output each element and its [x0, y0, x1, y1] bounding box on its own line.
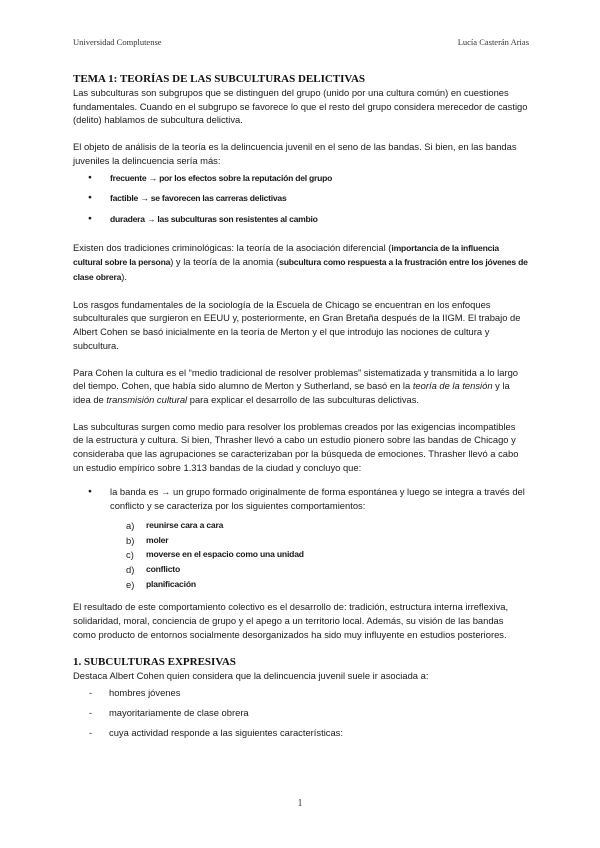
page-number: 1 — [297, 798, 303, 809]
list-item: c) moverse en el espacio como una unidad — [126, 549, 304, 561]
list-item: ● factible → se favorecen las carreras delictivas — [73, 191, 528, 206]
paragraph-cohen: Destaca Albert Cohen quien considera que la delincuencia juvenil suele ir asociada a: — [73, 669, 429, 681]
list-item: ● la banda es → un grupo formado originalmente de forma espontánea y luego se integra a través del conflicto y se caracteriza por los siguientes comportamientos: — [73, 485, 528, 512]
list-item: ● frecuente → por los efectos sobre la reputación del grupo — [73, 171, 528, 186]
list-item: d) conflicto — [126, 563, 181, 575]
document-title: TEMA 1: TEORÍAS DE LAS SUBCULTURAS DELICTIVAS — [73, 73, 365, 85]
list-item: a) reunirse cara a cara — [126, 519, 224, 531]
list-item: - mayoritariamente de clase obrera — [73, 706, 528, 720]
list-item: - cuya actividad responde a las siguientes características: — [73, 726, 528, 740]
paragraph-thrasher: Las subculturas surgen como medio para resolver los problemas creados por las exigencias incompatibles de la estructura y cultura. Si bien, Thrasher llevó a cabo un estudio pionero sobre las bandas de Chicago y consideraba que las agrupaciones se caracterizaban por la búsqueda de emociones. Thrasher llevó a cabo un estudio empírico sobre 1.313 bandas de la ciudad y concluyo que: — [73, 420, 519, 473]
paragraph-traditions: Existen dos tradiciones criminológicas: la teoría de la asociación diferencial (importancia de la influencia cultural sobre la persona) y la teoría de la anomia (subcultura como respuesta a la frustración entre los jóvenes de clase obrera). — [73, 241, 528, 283]
page-header — [73, 37, 529, 47]
list-item: - hombres jóvenes — [73, 686, 528, 700]
list-item: e) planificación — [126, 578, 196, 590]
bullet-list-gang — [73, 485, 528, 512]
dash-list — [73, 686, 528, 739]
paragraph-intro: Las subculturas son subgrupos que se distinguen del grupo (unido por una cultura común) en cuestiones fundamentales. Cuando en el subgrupo se favorece lo que el resto del grupo considera merecedor de castigo (delito) hablamos de subcultura delictiva. — [73, 87, 528, 126]
bullet-list-delinquency — [73, 171, 528, 227]
alpha-list-behaviours — [73, 519, 528, 592]
header-author: Lucía Casterán Arias — [457, 37, 529, 47]
list-item: ● duradera → las subculturas son resistentes al cambio — [73, 212, 528, 227]
list-item: b) moler — [126, 534, 169, 546]
paragraph-object: El objeto de análisis de la teoría es la delincuencia juvenil en el seno de las bandas. Si bien, en las bandas juveniles la delincuencia sería más: — [73, 141, 517, 166]
section-heading: 1. SUBCULTURAS EXPRESIVAS — [73, 655, 236, 668]
document-body — [73, 72, 528, 745]
paragraph-result: El resultado de este comportamiento colectivo es el desarrollo de: tradición, estructura interna irreflexiva, solidaridad, moral, conciencia de grupo y el apego a un territorio local. Además, su visión de las bandas como producto de entornos socialmente desorganizados ha sido muy influyente en estudios posteriores. — [73, 601, 509, 640]
paragraph-cohen-culture: Para Cohen la cultura es el “medio tradicional de resolver problemas” sistematizada y transmitida a lo largo del tiempo. Cohen, que había sido alumno de Merton y Sutherland, se basó en la teoría de la tensión y la idea de transmisión cultural para explicar el desarrollo de las subculturas delictivas. — [73, 366, 519, 405]
paragraph-chicago-school: Los rasgos fundamentales de la sociología de la Escuela de Chicago se encuentran en los enfoques subculturales que surgieron en EEUU y, posteriormente, en Gran Bretaña después de la IIGM. El trabajo de Albert Cohen se basó inicialmente en la teoría de Merton y el que introdujo las nociones de cultura y subcultura. — [73, 298, 521, 351]
header-institution: Universidad Complutense — [73, 37, 162, 47]
